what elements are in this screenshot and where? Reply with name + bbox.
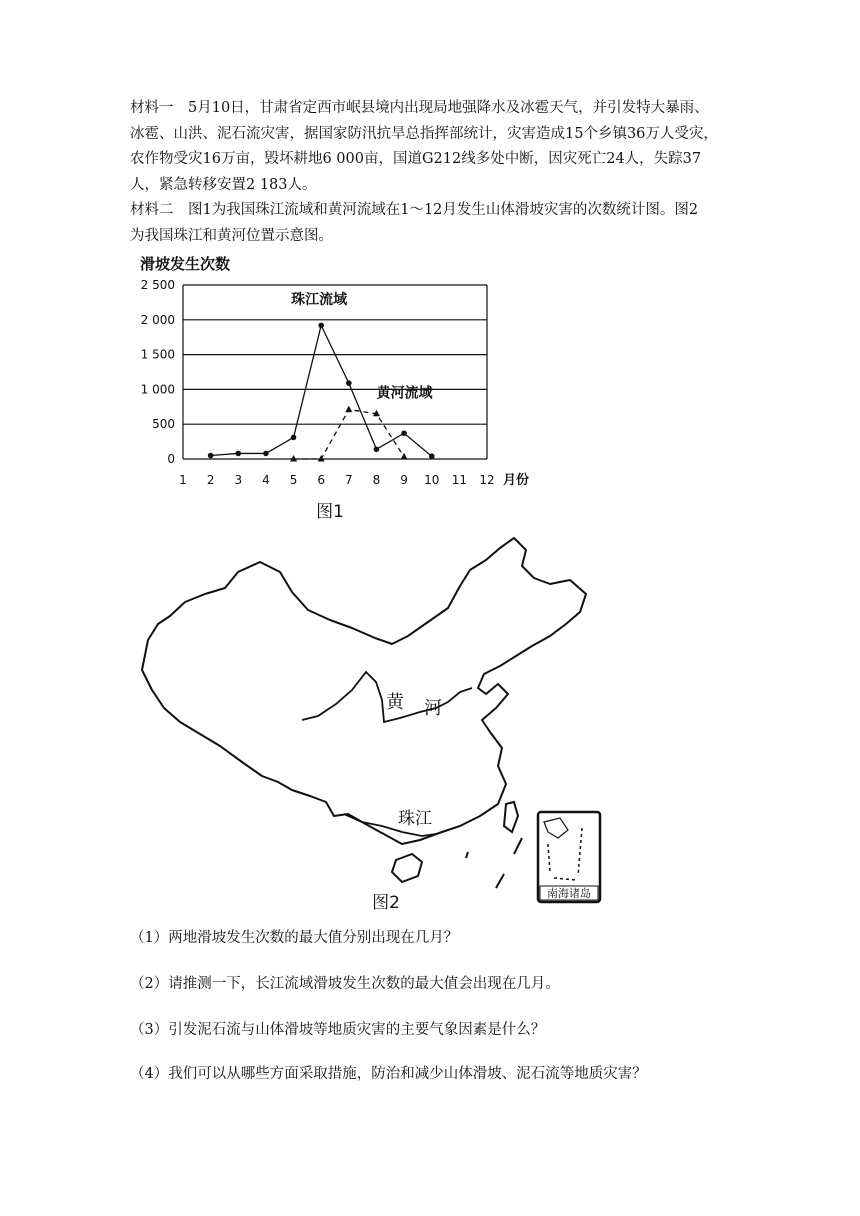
question-2: （2）请推测一下，长江流域滑坡发生次数的最大值会出现在几月。 [130, 976, 560, 992]
maritime-line [496, 874, 504, 888]
x-tick-label: 8 [372, 473, 381, 487]
maritime-line [466, 852, 468, 858]
question-3: （3）引发泥石流与山体滑坡等地质灾害的主要气象因素是什么？ [130, 1022, 546, 1038]
figure-1-chart [120, 248, 560, 528]
data-point-yellow-river [290, 455, 297, 462]
figure-1-caption: 图1 [316, 502, 344, 522]
x-axis-title: 月份 [503, 473, 530, 488]
x-tick-label: 11 [451, 473, 468, 487]
x-tick-label: 3 [234, 473, 243, 487]
data-point-pearl-river [346, 380, 352, 386]
x-tick-label: 5 [289, 473, 298, 487]
china-map-svg [130, 532, 610, 922]
yellow-river-label-1: 黄 [386, 692, 404, 713]
y-tick-label: 500 [152, 417, 175, 432]
x-tick-label: 10 [424, 473, 440, 487]
data-point-pearl-river [263, 451, 269, 457]
series-label-pearl-river: 珠江流域 [291, 291, 348, 308]
y-axis-title: 滑坡发生次数 [140, 255, 231, 273]
material-one-line: 人，紧急转移安置2 183人。 [130, 176, 317, 193]
data-point-pearl-river [318, 323, 324, 329]
data-point-pearl-river [374, 446, 380, 452]
data-point-pearl-river [291, 435, 297, 441]
y-tick-label: 1 000 [140, 382, 175, 397]
hainan-island [392, 854, 422, 882]
series-label-yellow-river: 黄河流域 [376, 385, 433, 402]
data-point-pearl-river [401, 430, 407, 436]
yellow-river-label-2: 河 [424, 698, 442, 719]
inset-dash [548, 828, 582, 880]
data-point-yellow-river [318, 455, 325, 462]
material-one-line: 冰雹、山洪、泥石流灾害，据国家防汛抗旱总指挥部统计，灾害造成15个乡镇36万人受灾， [130, 125, 718, 142]
landslide-chart-svg [120, 248, 560, 528]
y-tick-label: 2 000 [140, 312, 175, 327]
material-two [130, 198, 740, 249]
inset-label: 南海诸岛 [547, 887, 591, 900]
question-1: （1）两地滑坡发生次数的最大值分别出现在几月？ [130, 930, 459, 946]
data-point-pearl-river [429, 453, 435, 459]
data-point-yellow-river [345, 406, 352, 413]
data-point-pearl-river [235, 451, 241, 457]
china-outline [142, 538, 586, 844]
series-line-yellow-river [294, 410, 405, 459]
material-two-line: 材料二 图1为我国珠江流域和黄河流域在1～12月发生山体滑坡灾害的次数统计图。图2 [130, 202, 699, 218]
x-tick-label: 4 [262, 473, 270, 487]
x-tick-label: 1 [179, 473, 187, 487]
pearl-river-label: 珠江 [398, 809, 432, 829]
x-tick-label: 7 [344, 473, 353, 487]
x-tick-label: 12 [479, 473, 495, 487]
taiwan-island [504, 802, 518, 832]
x-tick-label: 2 [206, 473, 215, 487]
question-4: （4）我们可以从哪些方面采取措施，防治和减少山体滑坡、泥石流等地质灾害？ [130, 1066, 647, 1082]
material-one-line: 材料一 5月10日，甘肃省定西市岷县境内出现局地强降水及冰雹天气，并引发特大暴雨、 [130, 100, 709, 116]
material-two-line: 为我国珠江和黄河位置示意图。 [130, 227, 333, 244]
y-tick-label: 0 [167, 452, 175, 466]
data-point-yellow-river [401, 453, 408, 460]
maritime-line [514, 838, 522, 854]
x-tick-label: 9 [400, 473, 408, 487]
inset-coast [544, 818, 568, 838]
material-one [130, 96, 740, 198]
figure-2-caption: 图2 [372, 893, 400, 913]
material-one-line: 农作物受灾16万亩，毁坏耕地6 000亩，国道G212线多处中断，因灾死亡24人，失踪37 [130, 151, 702, 167]
y-tick-label: 1 500 [140, 347, 175, 362]
data-point-pearl-river [208, 453, 214, 459]
x-tick-label: 6 [317, 473, 326, 487]
figure-2-map [130, 532, 610, 922]
y-tick-label: 2 500 [140, 278, 175, 292]
